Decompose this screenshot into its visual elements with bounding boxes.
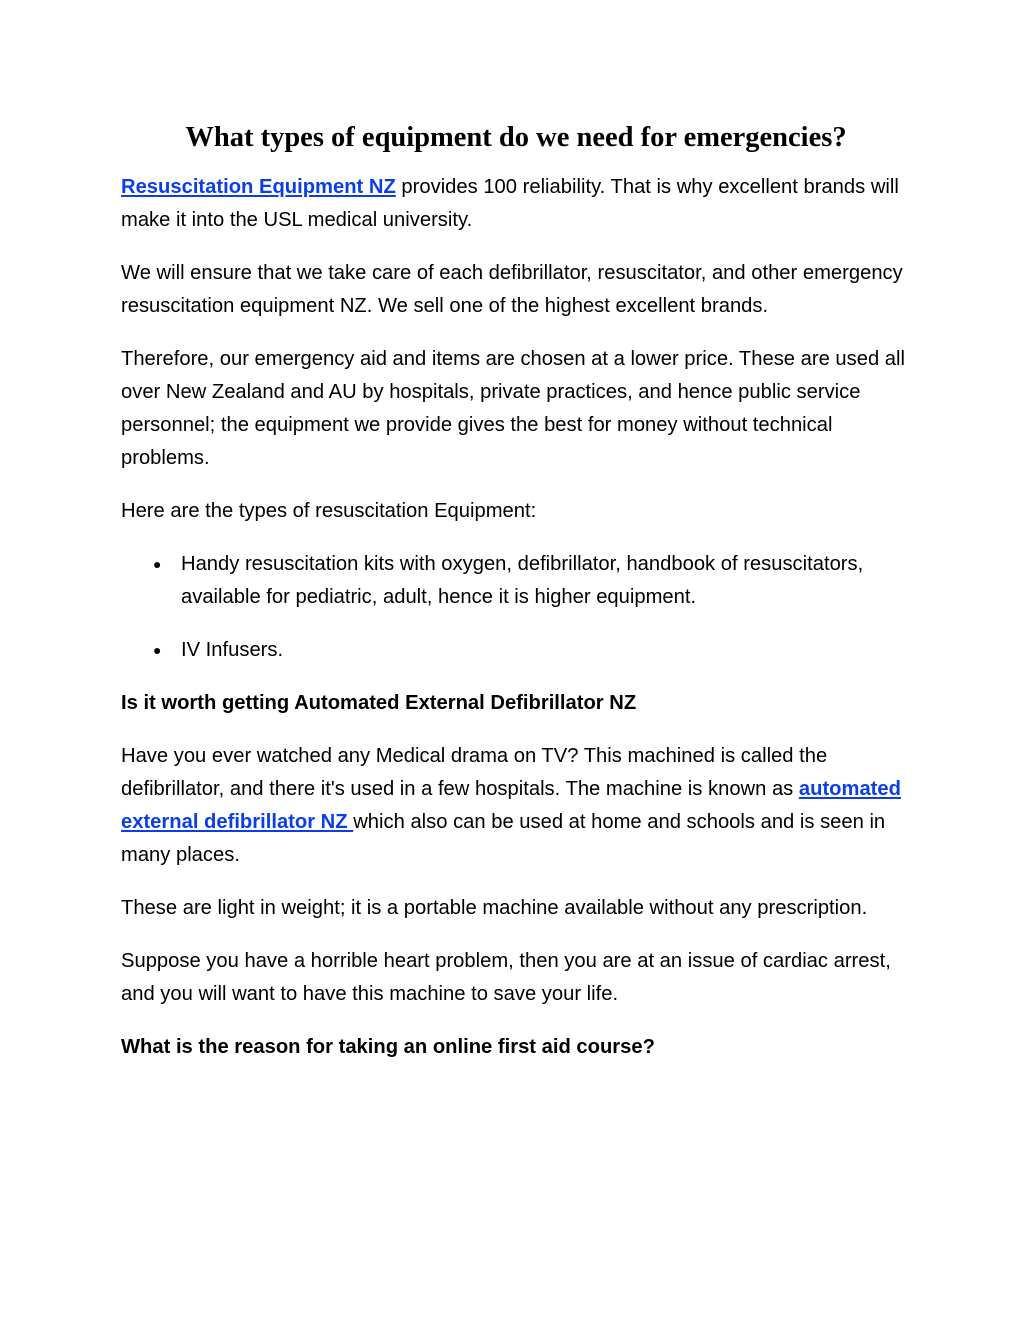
paragraph-price: Therefore, our emergency aid and items are chosen at a lower price. These are used all over New Zealand and AU by hospitals, private practices, and hence public service personnel; the equipment we provide gives the best for money without technical problems. (121, 348, 905, 469)
section-heading-course: What is the reason for taking an online first aid course? (121, 1036, 655, 1058)
resuscitation-equipment-link[interactable]: Resuscitation Equipment NZ (121, 176, 396, 198)
paragraph-portable: These are light in weight; it is a portable machine available without any prescription. (121, 897, 868, 919)
aed-link[interactable]: automated external defibrillator NZ (121, 778, 901, 833)
bullet-icon: ● (153, 556, 162, 572)
list-item (121, 634, 911, 667)
equipment-list (121, 548, 911, 667)
paragraph-intro (121, 171, 911, 237)
list-item-text: IV Infusers. (181, 639, 284, 661)
paragraph-aed (121, 740, 911, 872)
section-heading-aed: Is it worth getting Automated External Defibrillator NZ (121, 692, 637, 714)
paragraph-types-intro: Here are the types of resuscitation Equipment: (121, 500, 537, 522)
document-page (121, 118, 911, 1084)
page-title: What types of equipment do we need for emergencies? (185, 122, 847, 153)
list-item-text: Handy resuscitation kits with oxygen, defibrillator, handbook of resuscitators, available for pediatric, adult, hence it is higher equipment. (181, 553, 864, 608)
paragraph-care: We will ensure that we take care of each defibrillator, resuscitator, and other emergency resuscitation equipment NZ. We sell one of the highest excellent brands. (121, 262, 903, 317)
bullet-icon: ● (153, 642, 162, 658)
paragraph-intro-text: provides 100 reliability. That is why excellent brands will make it into the USL medical university. (121, 176, 899, 231)
paragraph-aed-text-before: Have you ever watched any Medical drama on TV? This machined is called the defibrillator, and there it's used in a few hospitals. The machine is known as (121, 745, 828, 800)
paragraph-heart: Suppose you have a horrible heart problem, then you are at an issue of cardiac arrest, and you will want to have this machine to save your life. (121, 950, 891, 1005)
list-item (121, 548, 911, 614)
paragraph-aed-text-after: which also can be used at home and schools and is seen in many places. (121, 811, 886, 866)
